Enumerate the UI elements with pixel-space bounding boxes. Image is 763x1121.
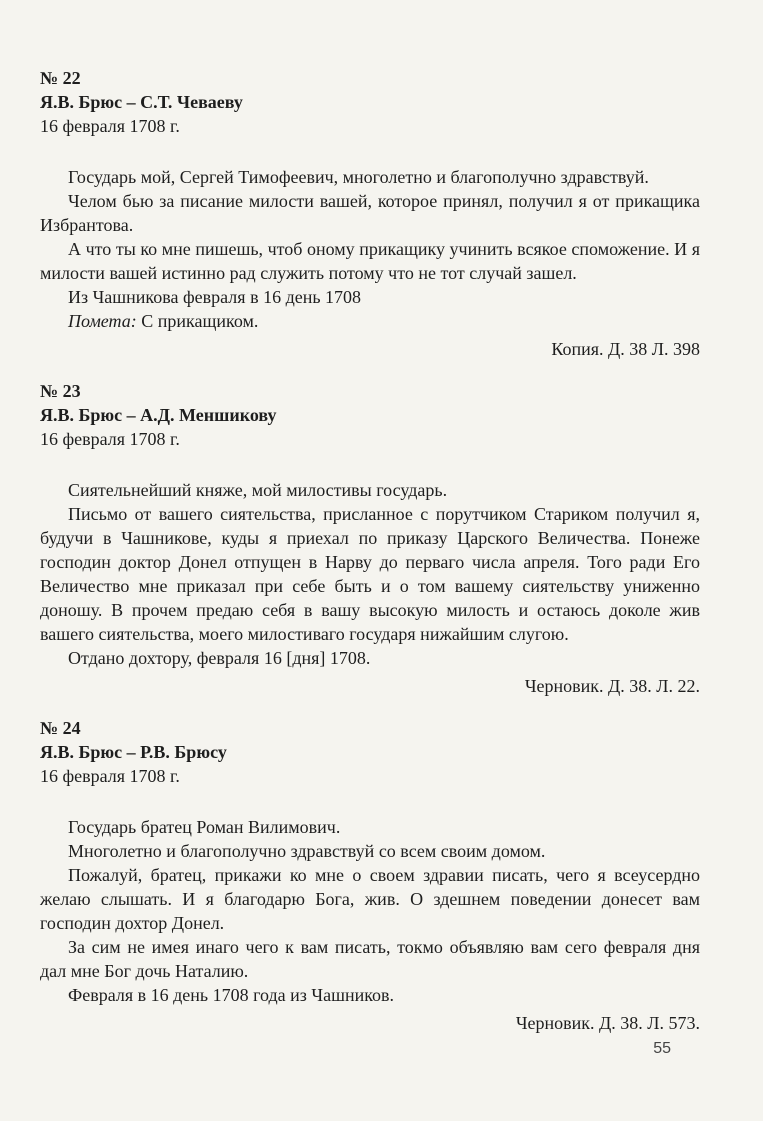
letter-paragraph: За сим не имея инаго чего к вам писать, токмо объявляю вам сего февраля дня дал мне Бог дочь Наталию. [40, 937, 700, 981]
letter-source: Черновик. Д. 38. Л. 573. [515, 1013, 700, 1033]
letter-paragraph: А что ты ко мне пишешь, чтоб оному прикащику учинить всякое споможение. И я милости вашей истинно рад служить потому что не тот случай зашел. [40, 239, 700, 283]
note-text: С прикащиком. [136, 311, 259, 331]
letter-paragraph: Челом бью за писание милости вашей, которое принял, получил я от прикащика Избрантова. [40, 191, 700, 235]
letter-note [40, 309, 700, 333]
letter-date: 16 февраля 1708 г. [40, 766, 180, 786]
letter-number: № 22 [40, 68, 81, 88]
letter-heading: Я.В. Брюс – Р.В. Брюсу [40, 742, 227, 762]
letter-heading: Я.В. Брюс – А.Д. Меншикову [40, 405, 277, 425]
letter-heading: Я.В. Брюс – С.Т. Чеваеву [40, 92, 243, 112]
note-label: Помета: [68, 311, 137, 331]
letter-paragraph: Сиятельнейший княже, мой милостивы государь. [68, 480, 448, 500]
letter-date: 16 февраля 1708 г. [40, 429, 180, 449]
letter-source: Копия. Д. 38 Л. 398 [551, 339, 700, 359]
letter-number: № 23 [40, 381, 81, 401]
letter-number: № 24 [40, 718, 81, 738]
letter-date: 16 февраля 1708 г. [40, 116, 180, 136]
page-content [40, 66, 700, 1053]
letter-23 [40, 379, 700, 698]
letter-paragraph: Пожалуй, братец, прикажи ко мне о своем здравии писать, чего я всеусердно желаю слышать. И я благодарю Бога, жив. О здешнем поведении донесет вам господин дохтор Донел. [40, 865, 700, 933]
letter-paragraph: Государь братец Роман Вилимович. [68, 817, 341, 837]
letter-paragraph: Письмо от вашего сиятельства, присланное с порутчиком Стариком получил я, будучи в Чашникове, куды я приехал по приказу Царского Величества. Понеже господин доктор Донел отпущен в Нарву до перваго числа апреля. Того ради Его Величество мне приказал при себе быть и о том вашему сиятельству униженно доношу. В прочем предаю себя в вашу высокую милость и остаюсь доколе жив вашего сиятельства, моего милостиваго государя нижайшим слугою. [40, 504, 700, 644]
letter-paragraph: Многолетно и благополучно здравствуй со всем своим домом. [68, 841, 546, 861]
page-number: 55 [653, 1040, 671, 1057]
letter-place-date: Из Чашникова февраля в 16 день 1708 [68, 287, 362, 307]
letter-place-date: Отдано дохтору, февраля 16 [дня] 1708. [68, 648, 371, 668]
letter-22 [40, 66, 700, 361]
letter-24 [40, 716, 700, 1035]
letter-source: Черновик. Д. 38. Л. 22. [524, 676, 700, 696]
letter-place-date: Февраля в 16 день 1708 года из Чашников. [68, 985, 395, 1005]
letter-paragraph: Государь мой, Сергей Тимофеевич, многолетно и благополучно здравствуй. [68, 167, 649, 187]
